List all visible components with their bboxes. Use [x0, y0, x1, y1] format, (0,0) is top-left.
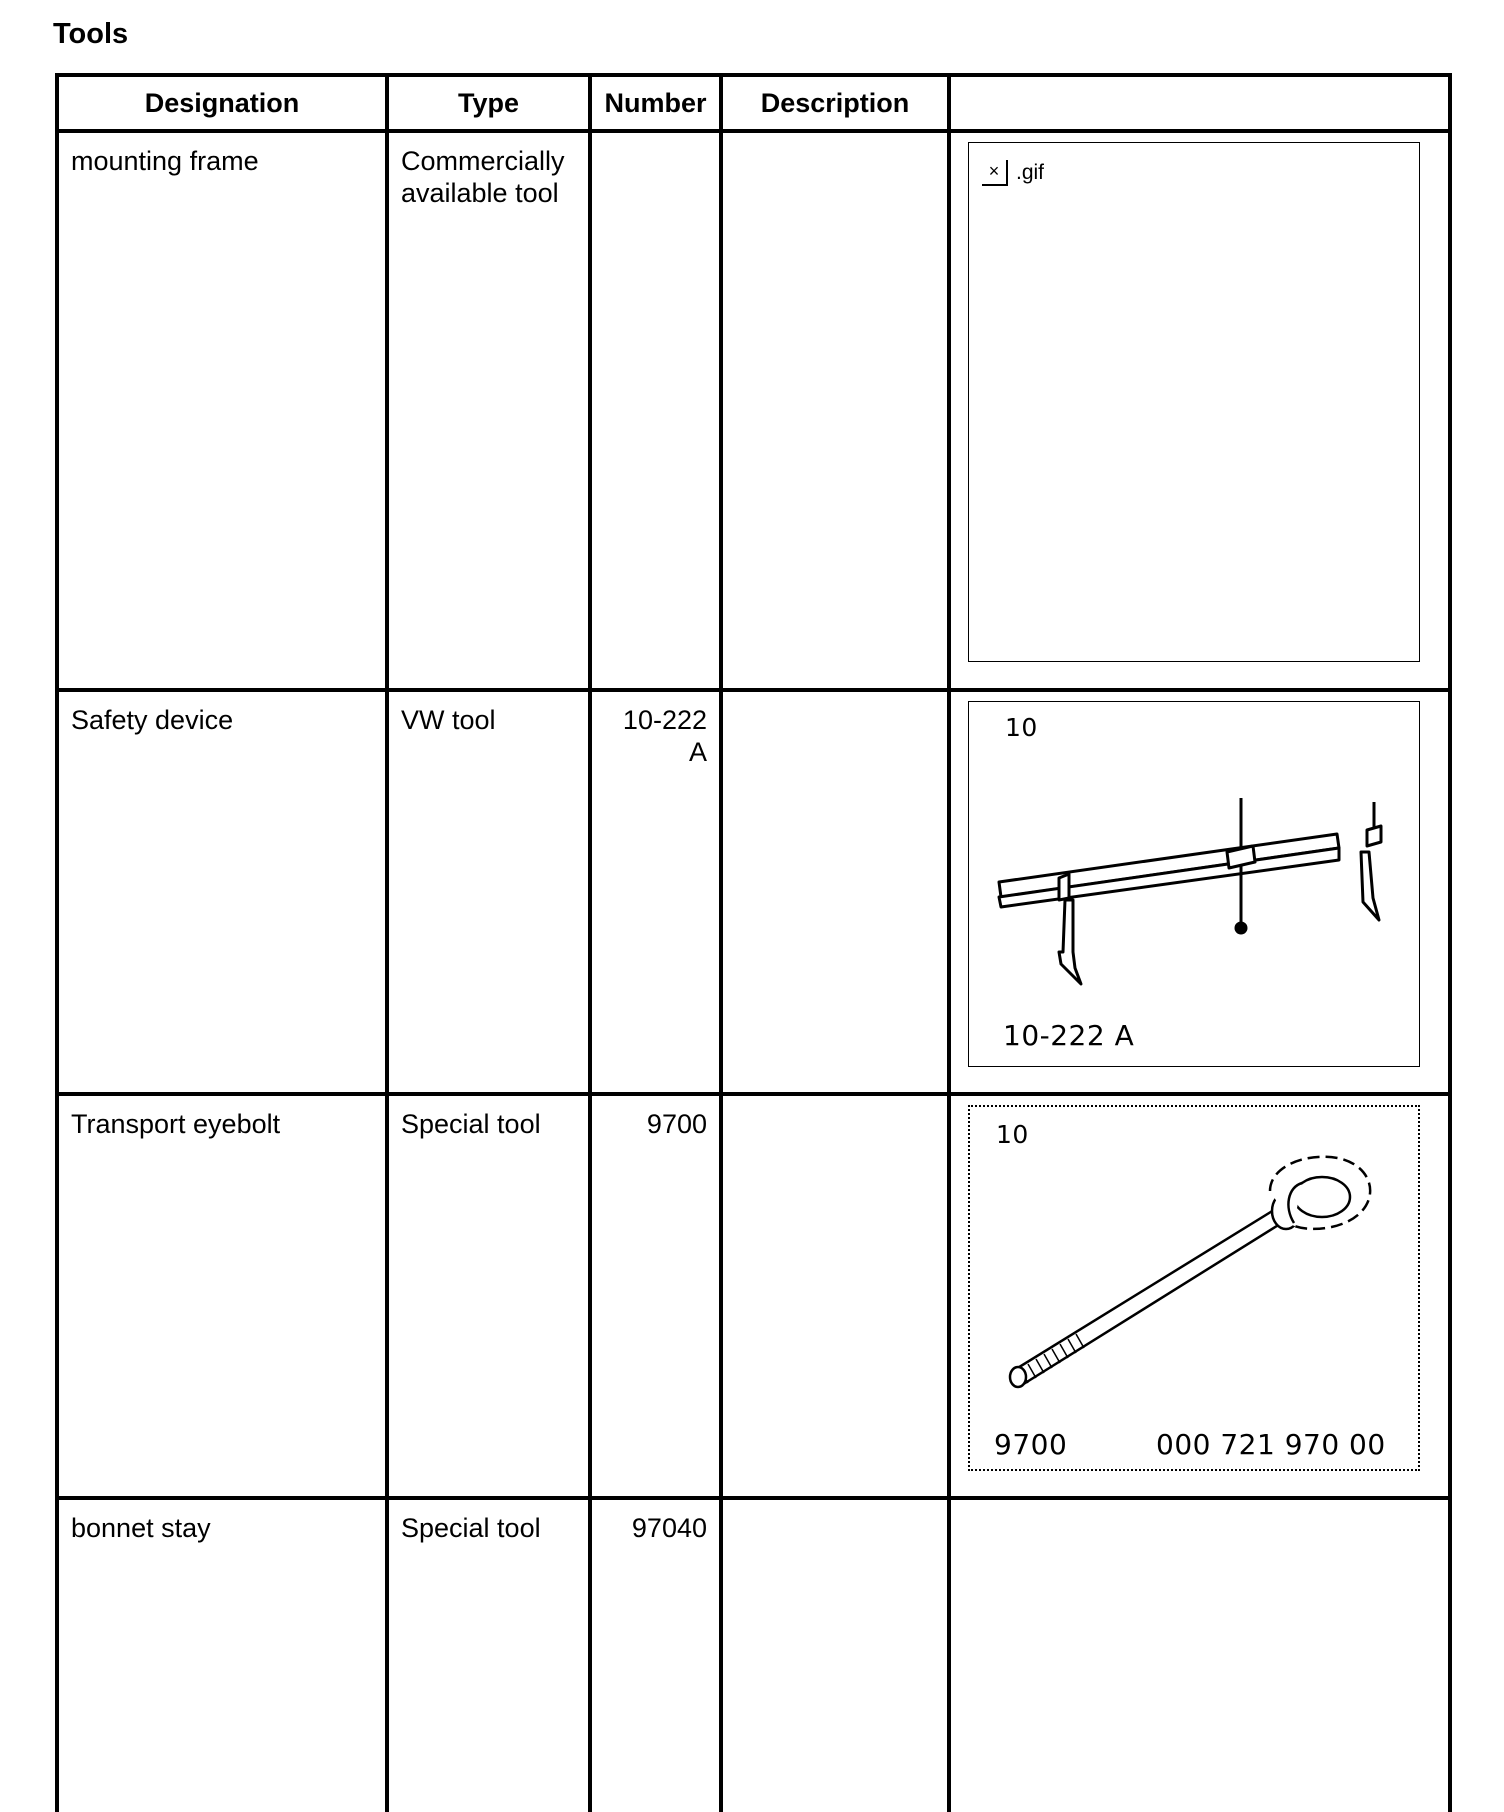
- cell-image: [949, 1498, 1450, 1812]
- header-number: Number: [590, 75, 721, 131]
- tools-table: [55, 73, 1452, 1812]
- broken-image-placeholder: [968, 142, 1420, 662]
- table-row: [57, 1094, 1450, 1498]
- image-filename: .gif: [1016, 161, 1045, 184]
- table-row: [57, 131, 1450, 690]
- cell-image: [949, 690, 1450, 1094]
- page-title: Tools: [53, 18, 129, 50]
- safety-device-figure: [968, 701, 1420, 1067]
- figure-caption-number: 9700: [994, 1428, 1068, 1461]
- table-header-row: [57, 75, 1450, 131]
- figure-corner-label: 10: [1005, 713, 1038, 742]
- header-description: Description: [721, 75, 949, 131]
- cell-type: VW tool: [387, 690, 590, 1094]
- cell-description: [721, 131, 949, 690]
- cell-image: [949, 131, 1450, 690]
- safety-device-illustration: [969, 702, 1421, 1068]
- figure-caption-part-number: 000 721 970 00: [1156, 1428, 1386, 1461]
- figure-caption: 10-222 A: [1003, 1019, 1135, 1052]
- header-type: Type: [387, 75, 590, 131]
- cell-description: [721, 1094, 949, 1498]
- cell-description: [721, 1498, 949, 1812]
- cell-designation: mounting frame: [57, 131, 387, 690]
- cell-number: 10-222 A: [590, 690, 721, 1094]
- cell-type: Special tool: [387, 1498, 590, 1812]
- table-row: [57, 690, 1450, 1094]
- cell-number: 9700: [590, 1094, 721, 1498]
- cell-number: [590, 131, 721, 690]
- cell-designation: bonnet stay: [57, 1498, 387, 1812]
- header-designation: Designation: [57, 75, 387, 131]
- cell-type: Special tool: [387, 1094, 590, 1498]
- broken-image-icon: ×: [982, 160, 1008, 186]
- cell-description: [721, 690, 949, 1094]
- table-row: [57, 1498, 1450, 1812]
- cell-designation: Safety device: [57, 690, 387, 1094]
- cell-image: [949, 1094, 1450, 1498]
- cell-designation: Transport eyebolt: [57, 1094, 387, 1498]
- figure-corner-label: 10: [996, 1120, 1029, 1149]
- cell-type: Commercially available tool: [387, 131, 590, 690]
- cell-number: 97040: [590, 1498, 721, 1812]
- eyebolt-illustration: [970, 1107, 1422, 1473]
- eyebolt-figure: [968, 1105, 1420, 1471]
- header-image: [949, 75, 1450, 131]
